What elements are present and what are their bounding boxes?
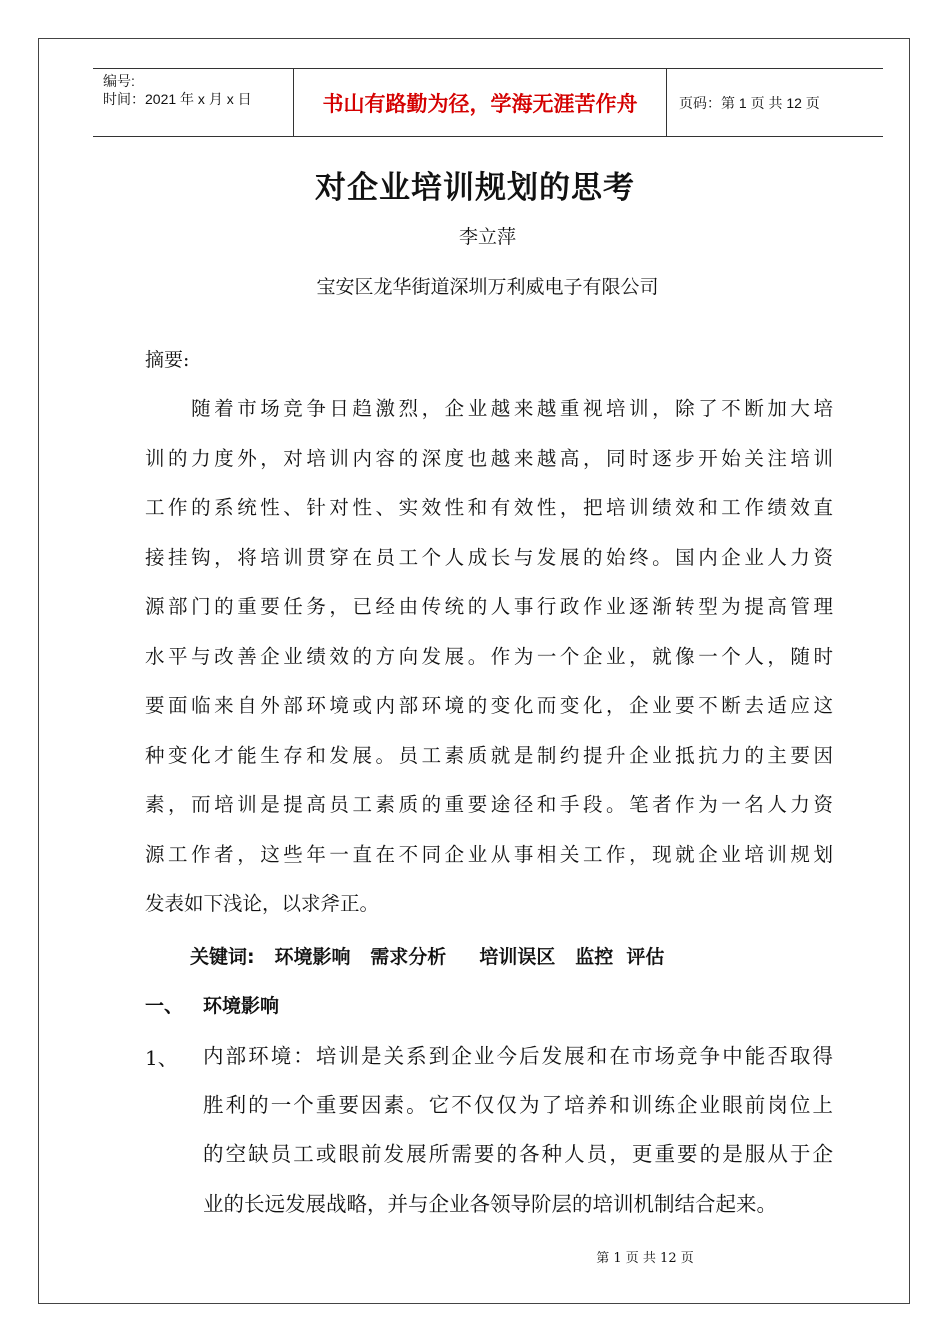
document-time-label: 时间：2021 年 x 月 x 日 [103, 91, 252, 107]
abstract-line: 接挂钩，将培训贯穿在员工个人成长与发展的始终。国内企业人力资 [145, 546, 833, 569]
section-number: 一、 [145, 995, 184, 1017]
abstract-label: 摘要: [145, 349, 190, 371]
abstract-line: 工作的系统性、针对性、实效性和有效性，把培训绩效和工作绩效直 [145, 496, 833, 519]
document-title: 对企业培训规划的思考 [315, 170, 635, 206]
abstract-line: 训的力度外，对培训内容的深度也越来越高，同时逐步开始关注培训 [145, 447, 833, 470]
abstract-line: 种变化才能生存和发展。员工素质就是制约提升企业抵抗力的主要因 [145, 744, 833, 767]
item-line: 业的长远发展战略，并与企业各领导阶层的培训机制结合起来。 [203, 1192, 777, 1216]
section-title: 环境影响 [203, 995, 280, 1017]
abstract-line: 随着市场竞争日趋激烈，企业越来越重视培训，除了不断加大培 [145, 397, 833, 420]
abstract-line: 发表如下浅论，以求斧正。 [145, 892, 380, 915]
abstract-line: 要面临来自外部环境或内部环境的变化而变化，企业要不断去适应这 [145, 694, 833, 717]
header-motto: 书山有路勤为径，学海无涯苦作舟 [294, 69, 667, 136]
keywords: 关键词: 环境影响 需求分析 培训误区 监控 评估 [190, 946, 665, 968]
document-header [93, 68, 883, 137]
author-company: 宝安区龙华街道深圳万利威电子有限公司 [316, 276, 659, 298]
item-line: 内部环境：培训是关系到企业今后发展和在市场竞争中能否取得 [203, 1044, 833, 1068]
header-page-info: 页码：第 1 页 共 12 页 [679, 94, 820, 111]
abstract-line: 源工作者，这些年一直在不同企业从事相关工作，现就企业培训规划 [145, 843, 833, 866]
header-meta [93, 69, 294, 136]
item-line: 的空缺员工或眼前发展所需要的各种人员，更重要的是服从于企 [203, 1142, 833, 1166]
document-number-label: 编号: [103, 73, 135, 89]
abstract-line: 源部门的重要任务，已经由传统的人事行政作业逐渐转型为提高管理 [145, 595, 833, 618]
item-line: 胜利的一个重要因素。它不仅仅为了培养和训练企业眼前岗位上 [203, 1093, 833, 1117]
section-heading [145, 991, 280, 1018]
item-number: 1、 [145, 1046, 178, 1070]
abstract-line: 水平与改善企业绩效的方向发展。作为一个企业，就像一个人，随时 [145, 645, 833, 668]
abstract-line: 素，而培训是提高员工素质的重要途径和手段。笔者作为一名人力资 [145, 793, 833, 816]
page-footer: 第 1 页 共 12 页 [596, 1251, 694, 1266]
author-name: 李立萍 [458, 226, 516, 248]
